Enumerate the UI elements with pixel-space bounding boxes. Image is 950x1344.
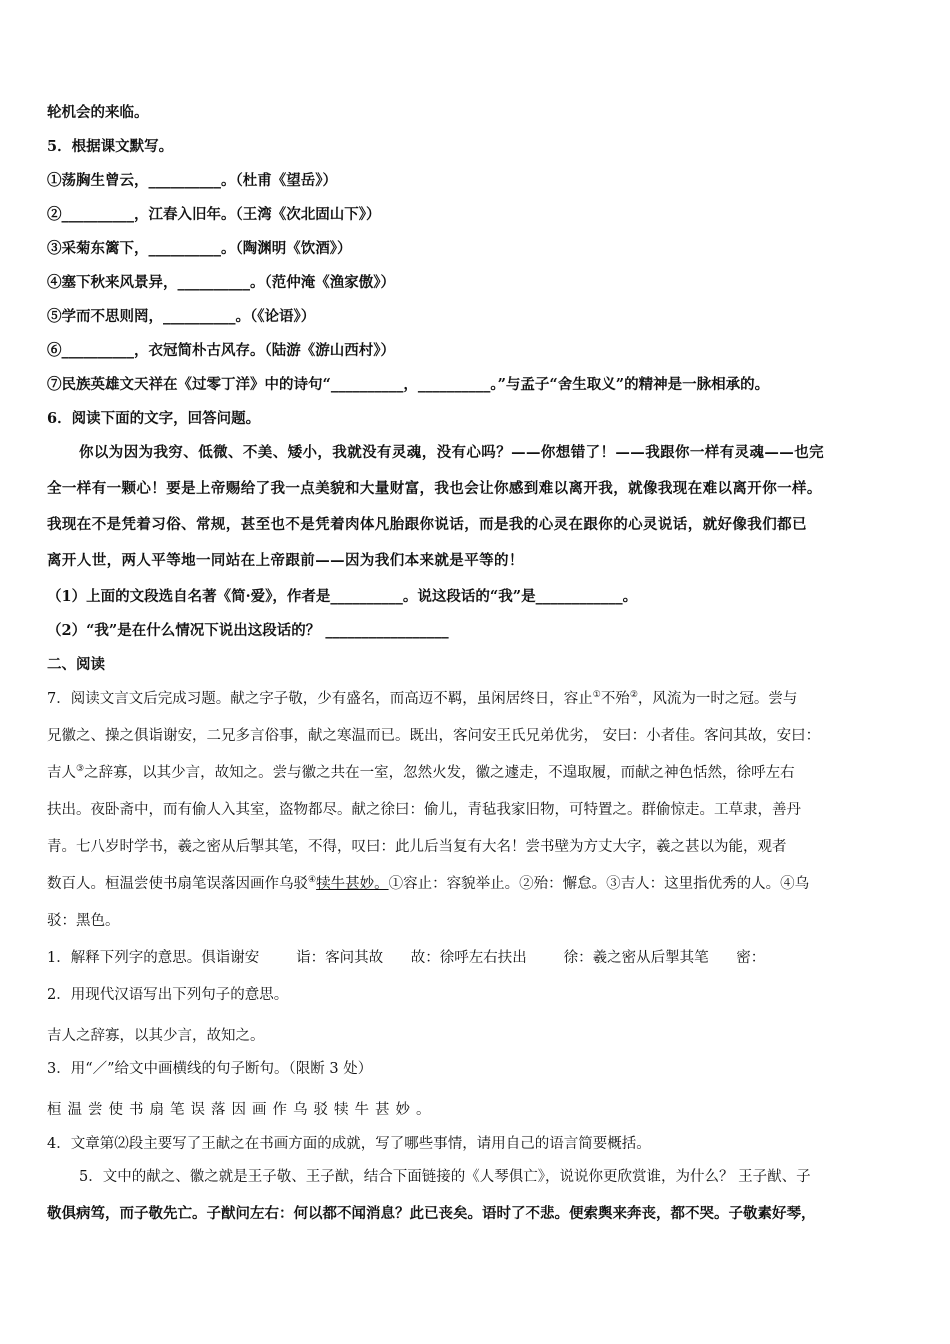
question-6-sub-1: （1）上面的文段选自名著《简·爱》，作者是__________。说这段话的“我”是____________。 — [47, 588, 638, 605]
classical-text-line-4: 扶出。夜卧斋中，而有偷人入其室，盗物都尽。献之徐曰：偷儿，青毡我家旧物，可特置之。群偷惊走。工草隶，善丹 — [47, 802, 801, 818]
sub-question-5-line-2: 敬俱病笃，而子敬先亡。子猷问左右：何以都不闻消息？此已丧矣。语时了不悲。便索舆来奔丧，都不哭。子敬素好琴， — [47, 1205, 816, 1222]
jane-eyre-passage-line-1: 你以为因为我穷、低微、不美、矮小，我就没有灵魂，没有心吗？——你想错了！——我跟你一样有灵魂——也完 — [79, 444, 824, 461]
recitation-item-4: ④塞下秋来风景异，__________。（范仲淹《渔家傲》） — [47, 274, 395, 291]
classical-text-line-7: 驳：黑色。 — [47, 913, 120, 929]
continuation-line: 轮机会的来临。 — [47, 104, 149, 121]
sub-question-3: 3．用“／”给文中画横线的句子断句。（限断 3 处） — [47, 1061, 373, 1077]
recitation-item-5: ⑤学而不思则罔，__________。（《论语》） — [47, 308, 316, 325]
underlined-sentence: 犊牛甚妙。 — [316, 876, 389, 892]
jane-eyre-passage-line-3: 我现在不是凭着习俗、常规，甚至也不是凭着肉体凡胎跟你说话，而是我的心灵在跟你的心灵说话，就好像我们都已 — [47, 516, 807, 533]
recitation-item-3: ③采菊东篱下，__________。（陶渊明《饮酒》） — [47, 240, 352, 257]
recitation-item-1: ①荡胸生曾云，__________。（杜甫《望岳》） — [47, 172, 337, 189]
classical-text-line-2: 兄徽之、操之俱诣谢安，二兄多言俗事，献之寒温而已。既出，客问安王氏兄弟优劣， 安曰：小者佳。客问其故，安曰： — [47, 728, 821, 744]
sub-question-4: 4．文章第⑵段主要写了王献之在书画方面的成就，写了哪些事情，请用自己的语言简要概括。 — [47, 1136, 651, 1152]
sub-question-2-sentence: 吉人之辞寡，以其少言，故知之。 — [47, 1028, 265, 1044]
sub-question-2: 2．用现代汉语写出下列句子的意思。 — [47, 987, 289, 1003]
jane-eyre-passage-line-4: 离开人世，两人平等地一同站在上帝跟前——因为我们本来就是平等的！ — [47, 552, 524, 569]
question-6-sub-2: （2）“我”是在什么情况下说出这段话的？ _________________ — [47, 622, 449, 639]
question-5-title: 5．根据课文默写。 — [47, 138, 174, 155]
section-reading-heading: 二、阅读 — [47, 656, 105, 673]
sub-question-5-line-1: 5．文中的献之、徽之就是王子敬、王子猷，结合下面链接的《人琴俱亡》，说说你更欣赏谁，为什么？ 王子猷、子 — [79, 1169, 811, 1185]
recitation-item-7: ⑦民族英雄文天祥在《过零丁洋》中的诗句“__________，__________。”与孟子“舍生取义”的精神是一脉相承的。 — [47, 376, 770, 393]
classical-text-line-5: 青。七八岁时学书，羲之密从后掣其笔，不得，叹曰：此儿后当复有大名！尝书壁为方丈大字，羲之甚以为能，观者 — [47, 839, 787, 855]
classical-text-line-3: 吉人③之辞寡，以其少言，故知之。尝与徽之共在一室，忽然火发，徽之遽走，不遑取履，而献之神色恬然，徐呼左右 — [47, 764, 795, 781]
sub-question-3-sentence: 桓温尝使书扇笔误落因画作乌驳犊牛甚妙。 — [47, 1102, 437, 1118]
recitation-item-2: ②__________，江春入旧年。（王湾《次北固山下》） — [47, 206, 381, 223]
jane-eyre-passage-line-2: 全一样有一颗心！要是上帝赐给了我一点美貌和大量财富，我也会让你感到难以离开我，就像我现在难以离开你一样。 — [47, 480, 822, 497]
classical-text-line-6: 数百人。桓温尝使书扇笔误落因画作乌驳④犊牛甚妙。①容止：容貌举止。②殆：懈怠。③吉人：这里指优秀的人。④乌 — [47, 875, 810, 892]
sub-question-1: 1．解释下列字的意思。俱诣谢安 诣：客问其故 故：徐呼左右扶出 徐：羲之密从后掣其笔 密： — [47, 950, 766, 966]
question-6-title: 6．阅读下面的文字，回答问题。 — [47, 410, 261, 427]
recitation-item-6: ⑥__________，衣冠简朴古风存。（陆游《游山西村》） — [47, 342, 395, 359]
classical-text-line-1: 7．阅读文言文后完成习题。献之字子敬，少有盛名，而高迈不羁，虽闲居终日，容止①不殆②，风流为一时之冠。尝与 — [47, 690, 798, 707]
